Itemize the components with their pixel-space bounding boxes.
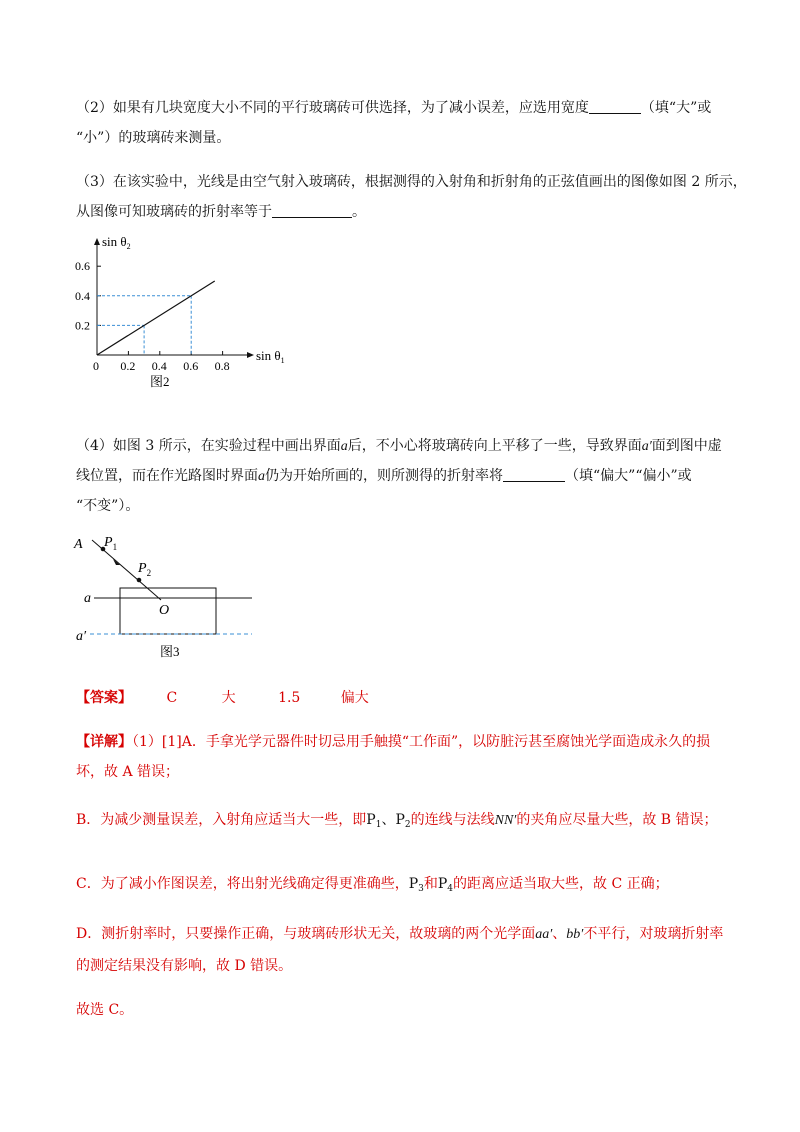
answer-label: 【答案】 bbox=[76, 690, 132, 706]
detail-option-b: B．为减少测量误差，入射角应适当大一些，即$P_1$、$P_2$的连线与法线NN′的夹角应尽量大些，故 B 错误； bbox=[76, 812, 718, 830]
detail-conclusion: 故选 C。 bbox=[76, 1002, 134, 1018]
q3-line-1: （3）在该实验中，光线是由空气射入玻璃砖，根据测得的入射角和折射角的正弦值画出的图像如图 2 所示， bbox=[76, 174, 747, 190]
x-tick-label: 0.4 bbox=[151, 359, 167, 373]
q4-line-2: 线位置，而在作光路图时界面a仍为开始所画的，则所测得的折射率将 （填“偏大”“偏小”或 bbox=[76, 468, 692, 484]
x-axis-arrow bbox=[247, 352, 254, 358]
q3-answer-blank bbox=[272, 203, 352, 218]
axis-ticks bbox=[75, 259, 230, 373]
answer-item-3: 1.5 bbox=[278, 690, 301, 706]
x-tick-label: 0 bbox=[93, 359, 99, 373]
answer-item-4: 偏大 bbox=[340, 690, 369, 706]
answer-row bbox=[76, 688, 369, 708]
figure-3-diagram bbox=[70, 528, 270, 663]
label-A: A bbox=[74, 537, 83, 552]
q2-answer-blank bbox=[589, 99, 641, 114]
figure-2-caption: 图2 bbox=[150, 374, 170, 389]
answer-item-2: 大 bbox=[221, 690, 236, 706]
y-axis-arrow bbox=[94, 238, 100, 245]
detail-label: 【详解】 bbox=[76, 734, 132, 750]
label-P1: $P_1$ bbox=[104, 535, 118, 552]
q4-line-1: （4）如图 3 所示，在实验过程中画出界面a后，不小心将玻璃砖向上平移了一些，导致界面a′面到图中虚 bbox=[76, 438, 722, 454]
x-tick-label: 0.8 bbox=[214, 359, 230, 373]
q4-answer-blank bbox=[503, 467, 565, 482]
pin-p2 bbox=[137, 578, 142, 583]
q2-line-2: “小”）的玻璃砖来测量。 bbox=[76, 130, 231, 146]
x-axis-label: $\sin \theta_1$ bbox=[256, 348, 285, 365]
y-tick-label: 0.2 bbox=[75, 318, 90, 333]
q2-line-1: （2）如果有几块宽度大小不同的平行玻璃砖可供选择，为了减小误差，应选用宽度 （填“大”或 bbox=[76, 100, 712, 116]
detail-option-d-line-2: 的测定结果没有影响，故 D 错误。 bbox=[76, 958, 293, 974]
detail-line-1: 【详解】（1）[1]A．手拿光学元器件时切忌用手触摸“工作面”，以防脏污甚至腐蚀光学面造成永久的损 bbox=[76, 734, 711, 750]
detail-option-c: C．为了减小作图误差，将出射光线确定得更准确些，$P_3$和$P_4$的距离应适当取大些，故 C 正确； bbox=[76, 876, 669, 894]
q4-line-3: “不变”）。 bbox=[76, 498, 140, 514]
detail-option-d-line-1: D．测折射率时，只要操作正确，与玻璃砖形状无关，故玻璃的两个光学面aa′、bb′不平行，对玻璃折射率 bbox=[76, 926, 724, 942]
x-tick-label: 0.2 bbox=[120, 359, 136, 373]
label-a: a bbox=[84, 591, 91, 606]
y-tick-label: 0.4 bbox=[75, 288, 90, 303]
label-a-prime: a′ bbox=[76, 629, 87, 644]
y-axis-label: $\sin \theta_2$ bbox=[102, 234, 131, 251]
figure-3-caption: 图3 bbox=[160, 644, 180, 659]
label-O: O bbox=[159, 603, 170, 618]
x-tick-label: 0.6 bbox=[183, 359, 199, 373]
ray-arrow bbox=[113, 559, 120, 565]
data-line bbox=[97, 281, 215, 355]
label-P2: $P_2$ bbox=[138, 561, 152, 578]
y-tick-label: 0.6 bbox=[75, 259, 90, 274]
figure-2-graph bbox=[70, 230, 290, 390]
q3-line-2: 从图像可知玻璃砖的折射率等于 。 bbox=[76, 204, 366, 220]
answer-item-1: C bbox=[166, 690, 178, 706]
plot-area bbox=[97, 281, 215, 355]
detail-line-2: 坏，故 A 错误； bbox=[76, 764, 180, 780]
